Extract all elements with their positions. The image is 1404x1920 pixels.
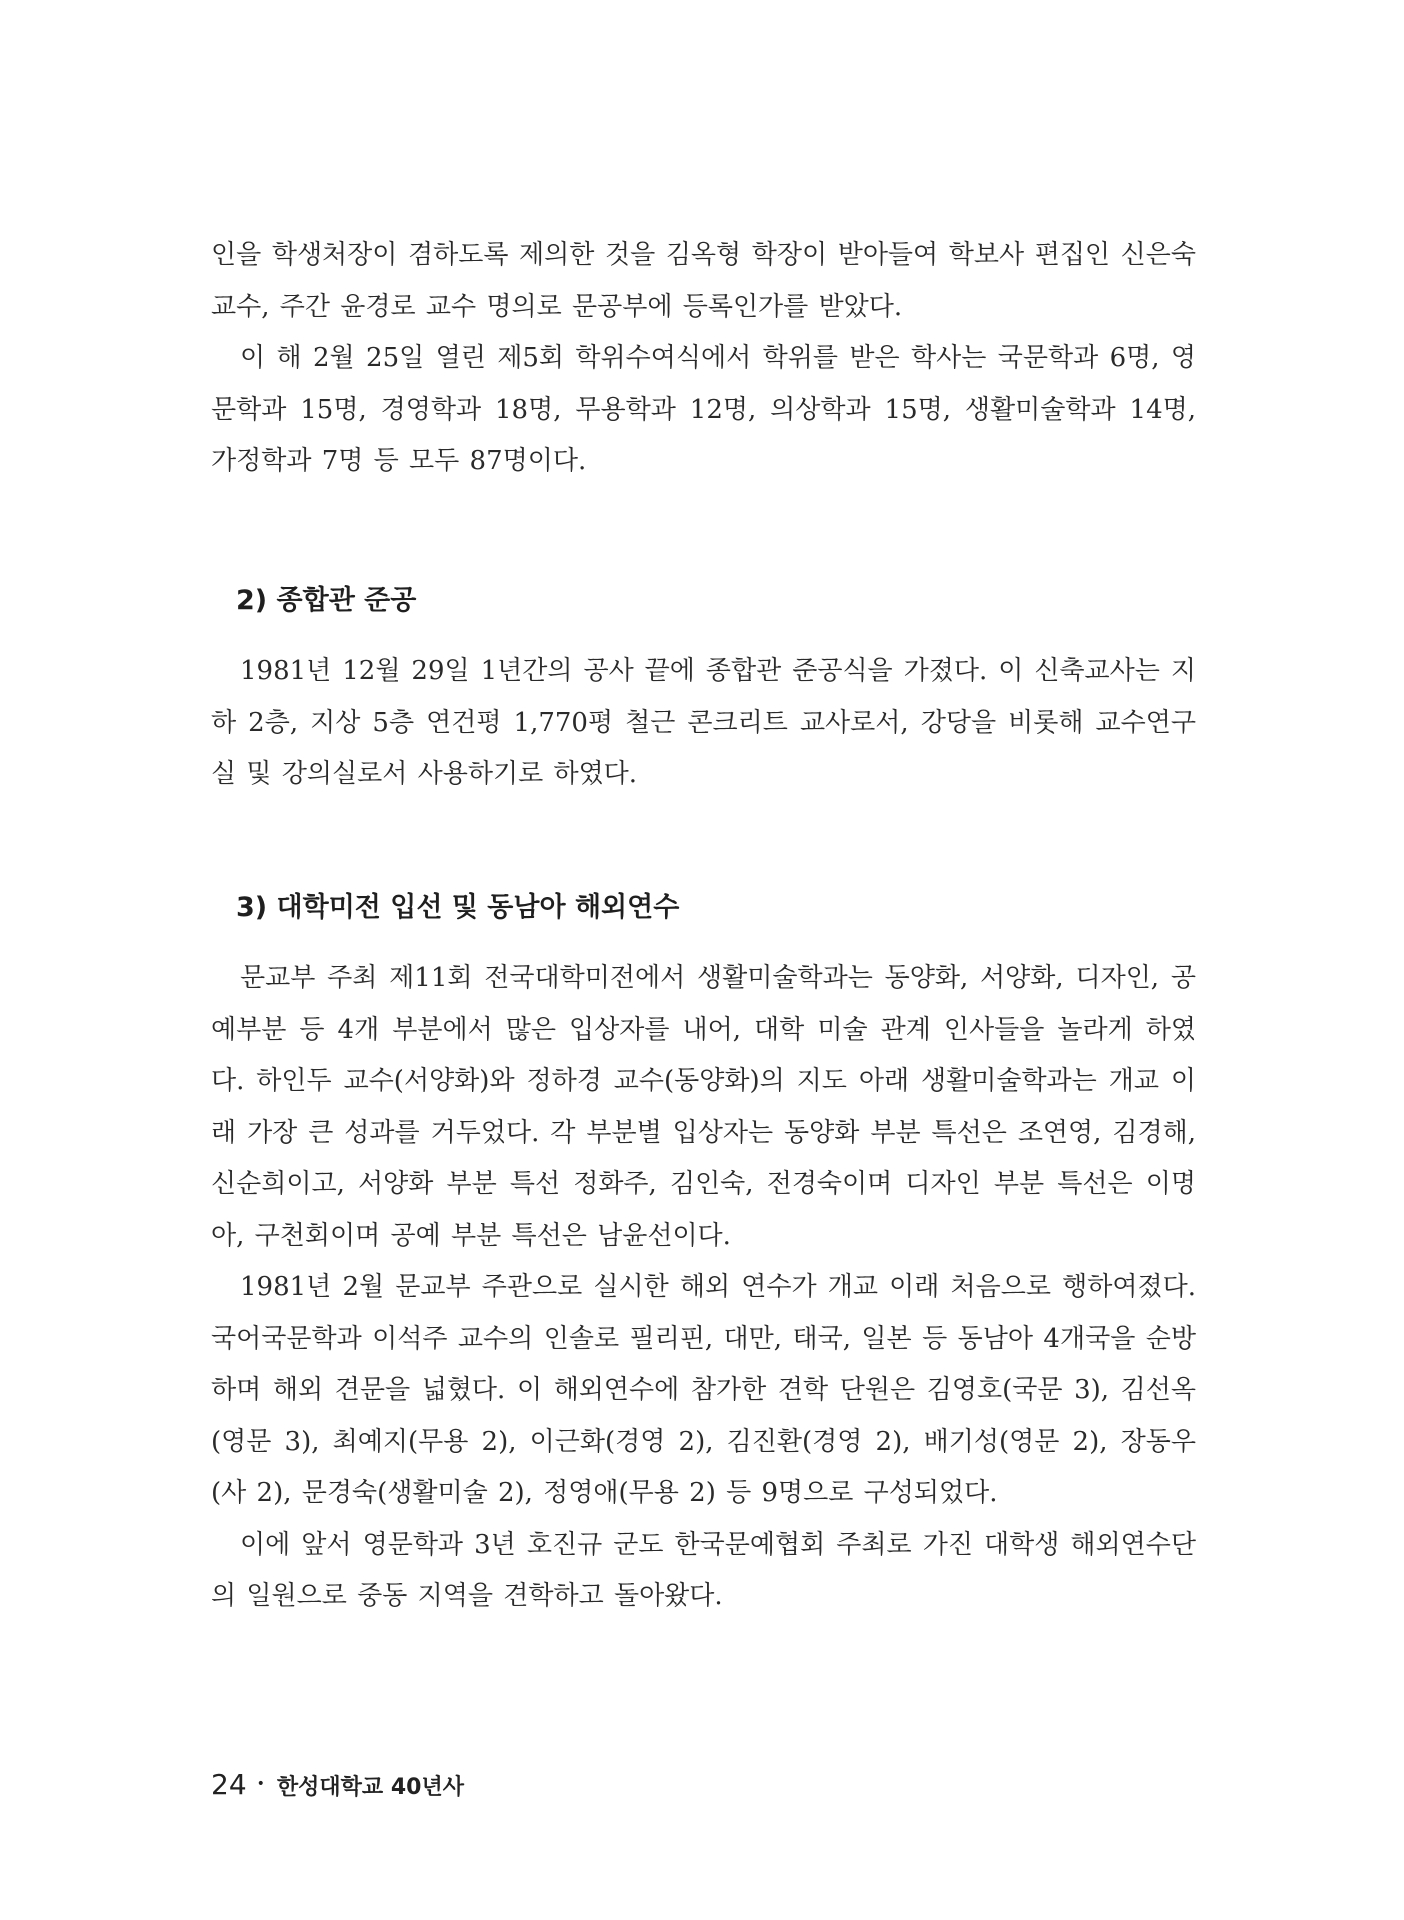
paragraph-art-exhibition: 문교부 주최 제11회 전국대학미전에서 생활미술학과는 동양화, 서양화, 디자인, 공예부분 등 4개 부분에서 많은 입상자를 내어, 대학 미술 관계 인사들을 놀라게 하였다. 하인두 교수(서양화)와 정하경 교수(동양화)의 지도 아래 생활미술학과는 개교 이래 가장 큰 성과를 거두었다. 각 부분별 입상자는 동양화 부분 특선은 조연영, 김경해, 신순희이고, 서양화 부분 특선 정화주, 김인숙, 전경숙이며 디자인 부분 특선은 이명아, 구천회이며 공예 부분 특선은 남윤선이다. [211, 963, 1196, 1251]
section-1-body [211, 230, 1196, 488]
paragraph-continuation: 인을 학생처장이 겸하도록 제의한 것을 김옥형 학장이 받아들여 학보사 편집인 신은숙 교수, 주간 윤경로 교수 명의로 문공부에 등록인가를 받았다. [211, 240, 1196, 322]
section-2-heading: 2) 종합관 준공 [236, 585, 417, 616]
page-number: 24 [211, 1768, 247, 1801]
page-footer [211, 1768, 464, 1801]
section-3-heading: 3) 대학미전 입선 및 동남아 해외연수 [236, 892, 680, 923]
paragraph-graduation: 이 해 2월 25일 열린 제5회 학위수여식에서 학위를 받은 학사는 국문학과 6명, 영문학과 15명, 경영학과 18명, 무용학과 12명, 의상학과 15명, 생활미술학과 14명, 가정학과 7명 등 모두 87명이다. [211, 343, 1196, 476]
paragraph-building-completion: 1981년 12월 29일 1년간의 공사 끝에 종합관 준공식을 가졌다. 이 신축교사는 지하 2층, 지상 5층 연건평 1,770평 철근 콘크리트 교사로서, 강당을 비롯해 교수연구실 및 강의실로서 사용하기로 하였다. [211, 656, 1196, 789]
book-title: 한성대학교 40년사 [276, 1775, 464, 1800]
paragraph-middle-east-trip: 이에 앞서 영문학과 3년 호진규 군도 한국문예협회 주최로 가진 대학생 해외연수단의 일원으로 중동 지역을 견학하고 돌아왔다. [211, 1529, 1196, 1611]
section-3-body [211, 953, 1196, 1623]
paragraph-overseas-training: 1981년 2월 문교부 주관으로 실시한 해외 연수가 개교 이래 처음으로 행하여졌다. 국어국문학과 이석주 교수의 인솔로 필리핀, 대만, 태국, 일본 등 동남아 4개국을 순방하며 해외 견문을 넓혔다. 이 해외연수에 참가한 견학 단원은 김영호(국문 3), 김선옥(영문 3), 최예지(무용 2), 이근화(경영 2), 김진환(경영 2), 배기성(영문 2), 장동우(사 2), 문경숙(생활미술 2), 정영애(무용 2) 등 9명으로 구성되었다. [211, 1272, 1196, 1508]
footer-separator: • [256, 1776, 265, 1792]
section-2-body [211, 646, 1196, 801]
